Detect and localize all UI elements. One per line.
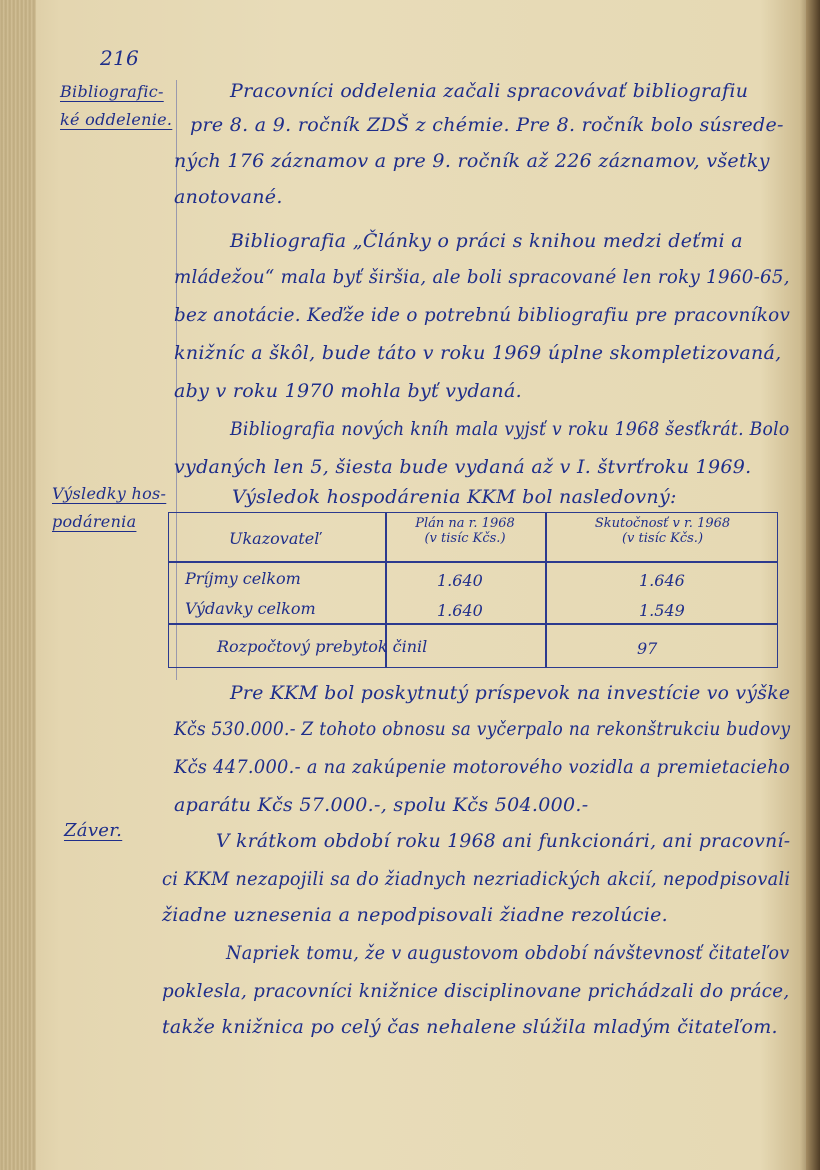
margin-label-results-1: Výsledky hos- (52, 484, 167, 503)
text-line: knižníc a škôl, bude táto v roku 1969 úplne skompletizovaná, (174, 342, 782, 364)
text-line: Pracovníci oddelenia začali spracovávať bibliografiu (230, 80, 749, 102)
text-line: aby v roku 1970 mohla byť vydaná. (174, 380, 522, 402)
results-intro: Výsledok hospodárenia KKM bol nasledovný: (232, 486, 677, 508)
margin-label-conclusion: Záver. (64, 820, 123, 841)
text-line: anotované. (174, 186, 283, 208)
results-table (168, 512, 778, 668)
text-line: vydaných len 5, šiesta bude vydaná až v I. štvrťroku 1969. (174, 456, 752, 478)
table-row-actual: 1.549 (639, 601, 685, 620)
text-line: aparátu Kčs 57.000.-, spolu Kčs 504.000.- (174, 794, 589, 816)
margin-label-results-2: podárenia (52, 512, 137, 531)
text-line: Kčs 447.000.- a na zakúpenie motorového vozidla a premietacieho (174, 756, 790, 778)
page-number: 216 (100, 46, 140, 70)
table-divider (545, 513, 547, 667)
table-header-actual-line1: Skutočnosť v r. 1968 (594, 516, 731, 531)
table-surplus-value: 97 (637, 639, 658, 658)
table-header-actual (555, 517, 770, 547)
text-line: žiadne uznesenia a nepodpisovali žiadne rezolúcie. (162, 904, 668, 926)
table-surplus-label: Rozpočtový prebytok činil (217, 637, 428, 656)
text-line: Napriek tomu, že v augustovom období návštevnosť čitateľov (226, 942, 790, 964)
table-row-plan: 1.640 (437, 571, 483, 590)
text-line: poklesla, pracovníci knižnice disciplinovane prichádzali do práce, (162, 980, 790, 1002)
text-line: Pre KKM bol poskytnutý príspevok na investície vo výške (230, 682, 791, 704)
table-row-label: Príjmy celkom (185, 569, 301, 588)
page-binding (0, 0, 36, 1170)
table-header-plan-line1: Plán na r. 1968 (415, 516, 515, 531)
text-line: V krátkom období roku 1968 ani funkcionári, ani pracovní- (216, 830, 791, 852)
table-header-actual-line2: (v tisíc Kčs.) (621, 530, 704, 546)
table-divider (169, 623, 777, 625)
page-edge (806, 0, 820, 1170)
table-header-indicator: Ukazovateľ (229, 529, 321, 548)
text-line: mládežou“ mala byť širšia, ale boli spracované len roky 1960-65, (174, 266, 790, 288)
text-line: takže knižnica po celý čas nehalene slúžila mladým čitateľom. (162, 1016, 778, 1038)
margin-label-bibliography-1: Bibliografic- (60, 82, 164, 101)
table-row-actual: 1.646 (639, 571, 685, 590)
table-divider (169, 561, 777, 563)
text-line: Bibliografia „Články o práci s knihou medzi deťmi a (230, 230, 743, 252)
text-line: ných 176 záznamov a pre 9. ročník až 226 záznamov, všetky (174, 150, 770, 172)
margin-label-bibliography-2: ké oddelenie. (60, 110, 173, 129)
table-row-label: Výdavky celkom (185, 599, 316, 618)
text-line: ci KKM nezapojili sa do žiadnych nezriadických akcií, nepodpisovali (162, 868, 791, 890)
table-header-plan (395, 517, 535, 547)
table-header-plan-line2: (v tisíc Kčs.) (424, 530, 506, 546)
text-line: bez anotácie. Keďže ide o potrebnú bibliografiu pre pracovníkov (174, 304, 791, 326)
table-row-plan: 1.640 (437, 601, 483, 620)
text-line: Kčs 530.000.- Z tohoto obnosu sa vyčerpalo na rekonštrukciu budovy (174, 718, 791, 740)
text-line: pre 8. a 9. ročník ZDŠ z chémie. Pre 8. ročník bolo súsrede- (190, 114, 784, 136)
text-line: Bibliografia nových kníh mala vyjsť v roku 1968 šesťkrát. Bolo (230, 418, 790, 440)
